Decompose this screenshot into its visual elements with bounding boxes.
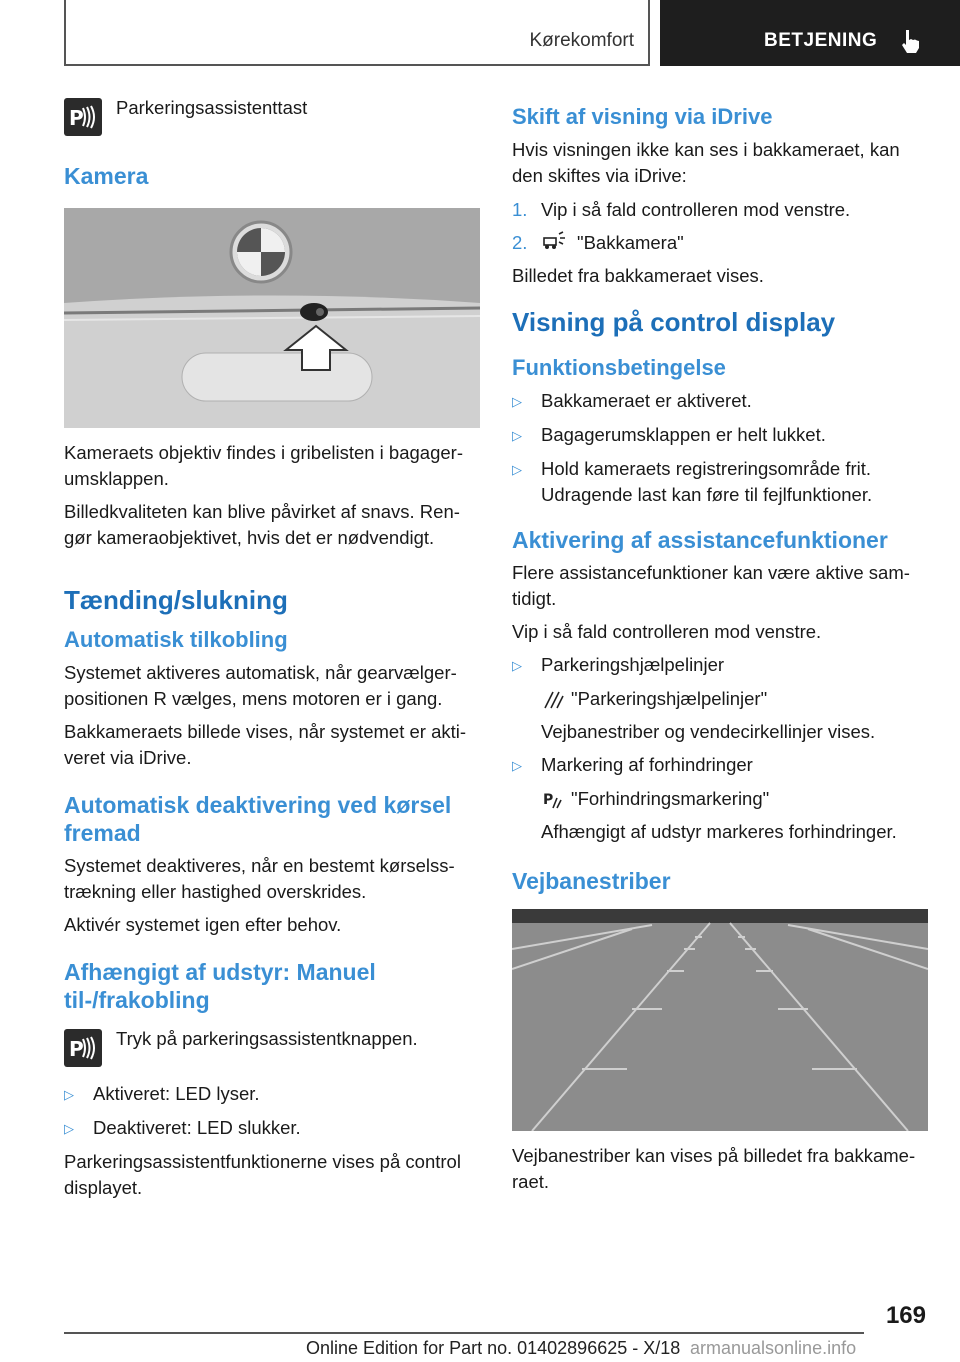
heading-aktiv: Aktivering af assistancefunktioner (512, 527, 888, 553)
sub-item-desc: Afhængigt af udstyr markeres forhindringer. (541, 821, 897, 842)
triangle-bullet-icon: ▷ (64, 1087, 74, 1102)
parking-lines-icon (541, 688, 567, 710)
triangle-bullet-icon: ▷ (512, 462, 522, 477)
header-chapter: BETJENING (764, 30, 878, 51)
list-item: ▷ Bakkameraet er aktiveret. (512, 388, 928, 415)
rear-camera-icon (541, 230, 567, 252)
list-item: ▷ Markering af forhindringer (512, 752, 928, 779)
svg-text:P: P (69, 106, 84, 130)
svg-text:P: P (69, 1037, 84, 1061)
triangle-bullet-icon: ▷ (512, 394, 522, 409)
list-item: ▷ Parkeringshjælpelinjer (512, 652, 928, 679)
manual-button-row (64, 1026, 480, 1067)
parking-assist-key-label: Parkeringsassistenttast (116, 97, 308, 118)
step-item: 1. Vip i så fald controlleren mod venstre. (512, 199, 851, 220)
header-chapter-tab (660, 0, 960, 66)
vej-paragraph: Vejbanestriber kan vises på billedet fra bakkameraet. (512, 1145, 916, 1192)
kamera-paragraph-2: Billedkvaliteten kan blive påvirket af snavs. Rengør kameraobjektivet, hvis det er nødvendigt. (64, 501, 460, 548)
aktiv-paragraph-2: Vip i så fald controlleren mod venstre. (512, 621, 822, 642)
list-item: ▷ Deaktiveret: LED slukker. (64, 1115, 480, 1142)
obstacle-marking-icon (541, 788, 567, 810)
page-number: 169 (885, 1302, 926, 1329)
sub-item: P "Forhindringsmarkering" (543, 788, 770, 809)
heading-funk: Funktionsbetingelse (512, 355, 726, 380)
triangle-bullet-icon: ▷ (64, 1121, 74, 1136)
skift-paragraph: Hvis visningen ikke kan ses i bakkameraet, kan den skiftes via iDrive: (512, 139, 900, 186)
step-item: 2. "Bakkamera" (512, 232, 684, 253)
heading-kamera: Kamera (64, 163, 149, 189)
left-column (64, 95, 480, 1208)
triangle-bullet-icon: ▷ (512, 658, 522, 673)
footer-divider (64, 1332, 864, 1334)
camera-location-image (64, 208, 480, 428)
auto-on-paragraph-1: Systemet aktiveres automatisk, når gearvælgerpositionen R vælges, mens motoren er i gang. (64, 662, 457, 709)
lane-markings-image (512, 909, 928, 1131)
skift-after: Billedet fra bakkameraet vises. (512, 265, 764, 286)
manual-button-text: Tryk på parkeringsassistentknappen. (116, 1028, 418, 1049)
parking-assist-key-row (64, 95, 480, 136)
auto-off-paragraph-1: Systemet deaktiveres, når en bestemt kørselsstrækning eller hastighed overskrides. (64, 855, 455, 902)
kamera-paragraph-1: Kameraets objektiv findes i gribelisten i bagagerumsklappen. (64, 442, 463, 489)
auto-on-paragraph-2: Bakkameraets billede vises, når systemet er aktiveret via iDrive. (64, 721, 467, 768)
triangle-bullet-icon: ▷ (512, 758, 522, 773)
triangle-bullet-icon: ▷ (512, 428, 522, 443)
hand-pointer-icon (898, 28, 924, 54)
sub-item: "Parkeringshjælpelinjer" (541, 686, 928, 712)
auto-off-paragraph-2: Aktivér systemet igen efter behov. (64, 914, 342, 935)
header-left-box (64, 0, 650, 66)
header-section: Kørekomfort (529, 30, 634, 51)
manual-paragraph: Parkeringsassistentfunktionerne vises på control displayet. (64, 1151, 461, 1198)
watermark: armanualsonline.info (690, 1338, 857, 1358)
heading-visning: Visning på control display (512, 307, 836, 337)
heading-taending: Tænding/slukning (64, 585, 288, 615)
parking-assist-button-icon (64, 1029, 102, 1067)
aktiv-paragraph-1: Flere assistancefunktioner kan være aktive samtidigt. (512, 562, 910, 609)
heading-manual: Afhængigt af udstyr: Manuel til-/frakobling (64, 959, 376, 1013)
parking-assist-button-icon (64, 98, 102, 136)
heading-auto-on: Automatisk tilkobling (64, 627, 288, 652)
right-column (512, 95, 928, 1202)
heading-auto-off: Automatisk deaktivering ved kørsel fremad (64, 792, 452, 846)
svg-text:P: P (543, 792, 554, 808)
sub-item-desc: Vejbanestriber og vendecirkellinjer vises. (541, 721, 876, 742)
list-item: ▷ Bagagerumsklappen er helt lukket. (512, 422, 928, 449)
list-item: ▷ Hold kameraets registreringsområde frit. Udragende last kan føre til fejlfunktioner. (512, 456, 928, 508)
heading-vej: Vejbanestriber (512, 868, 671, 894)
heading-skift: Skift af visning via iDrive (512, 104, 773, 129)
list-item: ▷ Aktiveret: LED lyser. (64, 1081, 480, 1108)
online-edition-text: Online Edition for Part no. 01402896625 - X/18 (306, 1338, 681, 1358)
